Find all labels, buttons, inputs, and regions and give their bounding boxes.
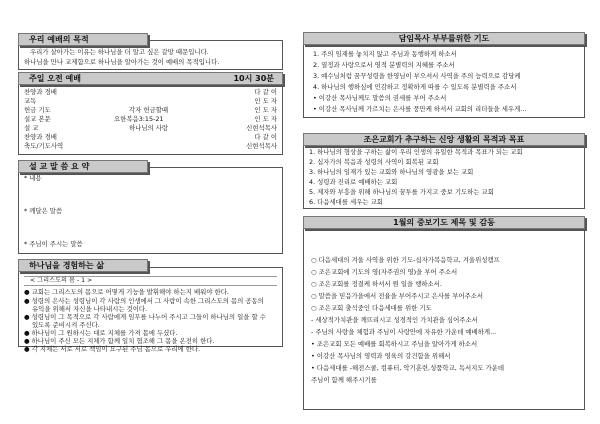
january-prayer-item: - 세상적가치관을 깨뜨리시고 성경적인 가치관을 심어주소서 — [311, 316, 478, 324]
church-goal-item: 1. 하나님의 형상을 구하는 삶이 우리 인생의 유일한 목적과 목표가 되는 교회 — [309, 148, 523, 156]
worship-row-label: 찬양과 경배 — [24, 88, 57, 96]
worship-row-label: 축도/기도사역 — [24, 142, 64, 150]
experience-item: ● 하나님이 주신 모든 지체가 함께 일치 협조해 그 몸을 온전히 한다. — [24, 337, 215, 345]
pastor-prayer-item: 4. 하나님의 행하심에 민감하고 정확하게 따를 수 있도록 분별력을 주소서 — [313, 83, 517, 91]
church-goals-title: 조은교회가 추구하는 신앙 생활의 목적과 목표 — [303, 133, 585, 146]
worship-row — [24, 88, 277, 97]
purpose-title: 우리 예배의 목적 — [18, 33, 148, 46]
pastor-prayer-item: 3. 예수님처럼 꿈꾸성령을 한영님이 부으셔서 사역을 주의 능력으로 감당케 — [313, 72, 521, 80]
worship-row — [24, 124, 277, 133]
january-prayer-item: ○ 말씀을 믿음가을에서 전율을 부어주시고 은사를 부어주소서 — [311, 292, 484, 300]
worship-row-right: 인 도 자 — [254, 97, 277, 105]
experience-item: ● 성령님이 그 목적으로 각 사람에게 임무를 나누어 주시고 그들이 하나님의 일을 할 수 — [24, 313, 266, 321]
worship-row-label: 교독 — [24, 97, 37, 105]
worship-row — [24, 115, 277, 124]
experience-item: 있도록 준비시켜 주신다. — [32, 321, 100, 329]
pastor-prayer-item: • 이강산 목사님께 가르치는 은사를 풍만케 하셔서 교회의 리더들을 세우게... — [313, 105, 527, 113]
january-prayer-item: 주님이 함께 해주시기를 — [311, 376, 377, 384]
january-prayer-item: • 조은교회 모든 예배를 회복하시고 주님을 알아가게 하소서 — [311, 340, 478, 348]
worship-row-right: 신현석목사 — [246, 124, 277, 132]
purpose-line-2: 하나님을 만나 교제함으로 하나님을 알아가는 것이 예배의 목적입니다. — [24, 58, 220, 66]
january-prayer-item: ○ 조은교회에 기도의 영(자주권의 영)을 부어 주소서 — [311, 268, 458, 276]
worship-order-title-text: 주일 오전 예배 — [29, 74, 81, 83]
worship-row-label: 찬양과 경배 — [24, 133, 57, 141]
january-prayer-item: • 이강산 목사님의 영력과 영육의 강건함을 위해서 — [311, 352, 451, 360]
worship-row — [24, 133, 277, 142]
worship-time: 10시 30분 — [233, 74, 274, 83]
january-prayer-title: 1월의 중보기도 제목 및 감동 — [303, 216, 585, 229]
church-goal-item: 5. 제자와 부흥을 위해 하나님의 꿈투를 가지고 중보 기도하는 교회 — [309, 188, 494, 196]
experience-item: ● 성령의 은사는 성령님이 각 사람의 인생에서 그 사람이 속한 그리스도의 몸의 공동의 — [24, 297, 264, 305]
pastor-prayer-title: 담임목사 부부를위한 기도 — [303, 32, 585, 45]
worship-row-right: 다 같 이 — [254, 133, 277, 141]
experience-title: 하나님을 경험하는 삶 — [18, 259, 148, 272]
experience-item: 유익을 위해서 자신을 나타내시는 것이다. — [32, 305, 148, 313]
worship-row — [24, 142, 277, 151]
worship-row-label: 헌금 기도 — [24, 106, 51, 114]
pastor-prayer-item: 2. 열정과 사랑으로서 영적 분별력의 지혜를 주소서 — [313, 61, 455, 69]
worship-row-label: 설 교 — [24, 124, 39, 132]
church-goal-item: 6. 다음세대를 세우는 교회 — [309, 198, 383, 206]
worship-row-right: 인 도 자 — [254, 115, 277, 123]
worship-row-middle: 하나님의 사랑 — [129, 124, 169, 132]
sermon-item-content: * 내용 — [24, 174, 42, 182]
january-prayer-item: ○ 조은교회를 정결케 하셔서 뭔 일을 행하소서. — [311, 280, 442, 288]
experience-item: ● 각 지체는 서로 서로 책임이 요구된 주님 몸으로 우리에 한다. — [24, 345, 201, 353]
pastor-prayer-item: 1. 주의 임재를 놓치지 않고 주님과 동행하게 하소서 — [313, 50, 457, 58]
sermon-item-realized: * 깨달은 말씀 — [24, 207, 63, 215]
worship-row-middle: 각자 헌금할때 — [129, 106, 169, 114]
worship-row-right: 다 같 이 — [254, 88, 277, 96]
pastor-prayer-item: • 이강산 목사님께도 말씀의 권세를 부어 주소서 — [313, 94, 447, 102]
experience-item: ● 하나님이 그 원하시는 대로 지체를 가져 몸에 두셨다. — [24, 329, 178, 337]
church-goal-item: 2. 십자가의 복음과 성령의 사역이 회복된 교회 — [309, 158, 439, 166]
worship-row — [24, 97, 277, 106]
worship-row-label: 설교 본문 — [24, 115, 51, 123]
sermon-summary-title: 설 교 말 씀 요 약 — [18, 160, 148, 173]
worship-row — [24, 106, 277, 115]
church-goal-item: 4. 성령과 진리로 예배하는 교회 — [309, 178, 398, 186]
january-prayer-item: ○ 다음세대의 겨울 사역을 위한 기도-십자가복음학교, 겨울위성캠프 — [311, 256, 500, 264]
january-prayer-item: • 다음세대를 -해전스쿨, 컴퓨터, 악기훈련,성품학교, 독서지도 가운데 — [311, 364, 505, 372]
worship-row-right: 인 도 자 — [254, 106, 277, 114]
sermon-item-given: * 주님이 주시는 말씀 — [24, 240, 83, 248]
january-prayer-item: ○ 조은교회 출석중인 다음세대를 위한 기도 — [311, 304, 432, 312]
church-goal-item: 3. 하나님의 임재가 있는 교회와 하나님의 영광을 보는 교회 — [309, 168, 474, 176]
worship-row-right: 신현석목사 — [246, 142, 277, 150]
worship-order-title — [18, 72, 283, 85]
january-prayer-item: - 주님의 사랑을 체험과 주님이 사랑안에 자유한 가운데 예배하게... — [311, 328, 497, 336]
worship-row-middle: 요한복음3:15-21 — [114, 115, 164, 123]
experience-subtitle: < 그리스도의 몸 - 1 > — [24, 276, 277, 286]
purpose-line-1: 우리가 살아가는 이유는 하나님을 더 알고 싶은 갈망 때문입니다. — [30, 48, 209, 56]
experience-item: ● 교회는 그리스도의 몸으로 어떻게 기능을 발휘해야 하는지 배워야 한다. — [24, 288, 229, 296]
